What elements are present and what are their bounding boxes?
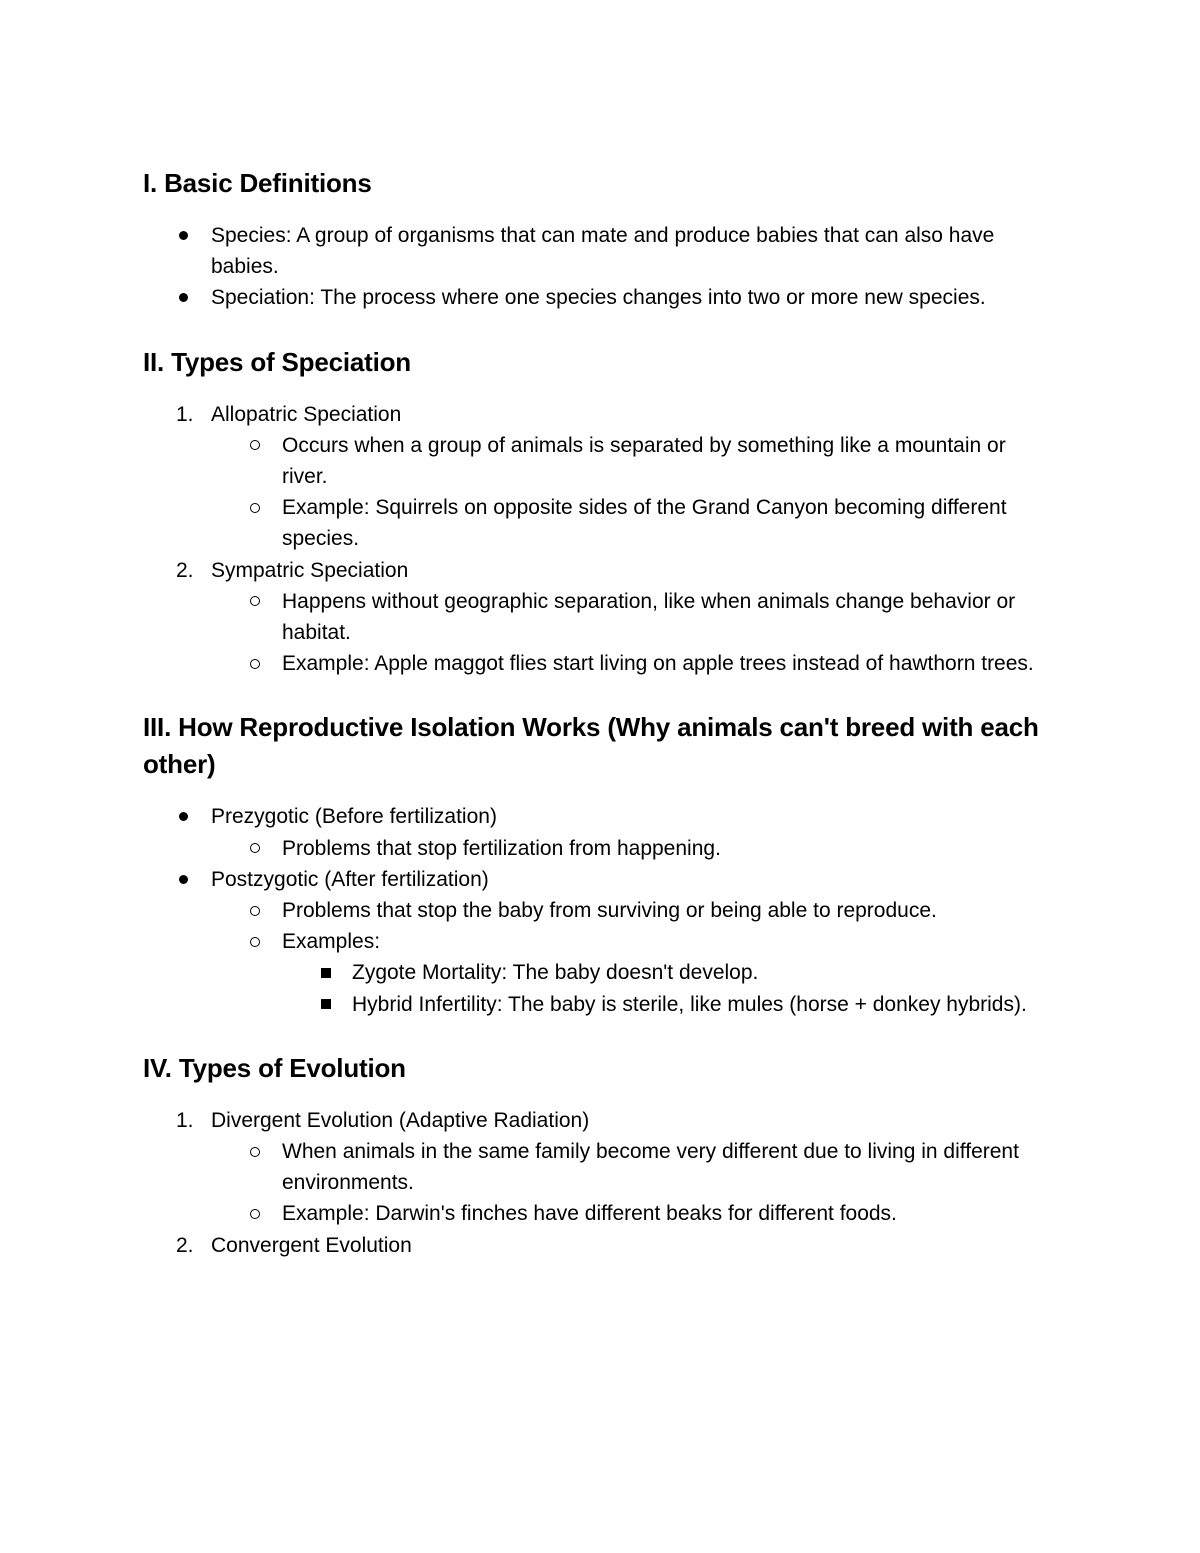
bullet-square-icon [321,968,331,978]
list-item: Species: A group of organisms that can mate and produce babies that can also have babies. [143,220,1053,282]
bullet-dot-icon [179,812,188,821]
bullet-circle-icon [250,1209,260,1219]
bullet-list [143,220,1053,314]
section-heading: I. Basic Definitions [143,168,372,198]
bullet-circle-icon [250,843,260,853]
list-item: Problems that stop the baby from surviving or being able to reproduce. [143,895,1053,926]
bullet-circle-icon [250,906,260,916]
section-heading: III. How Reproductive Isolation Works (Why animals can't breed with each other) [143,712,1039,780]
section-reproductive-isolation [143,709,1053,1019]
list-item: When animals in the same family become very different due to living in different environments. [143,1136,1053,1198]
bullet-circle-icon [250,659,260,669]
section-heading: IV. Types of Evolution [143,1052,406,1083]
list-item: Prezygotic (Before fertilization) [143,801,1053,832]
list-number: 2. [176,1233,194,1257]
list-number: 1. [176,402,194,426]
list-number: 2. [176,558,194,582]
numbered-list [143,399,1053,680]
section-types-of-evolution [143,1050,1053,1261]
list-item: Occurs when a group of animals is separated by something like a mountain or river. [143,430,1053,492]
numbered-list [143,1105,1053,1261]
section-types-of-speciation [143,344,1053,680]
list-number: 1. [176,1108,194,1132]
bullet-list [143,801,1053,1019]
bullet-circle-icon [250,503,260,513]
list-item: Postzygotic (After fertilization) [143,864,1053,895]
bullet-dot-icon [179,231,188,240]
list-item: Example: Squirrels on opposite sides of the Grand Canyon becoming different species. [143,492,1053,554]
list-item: Hybrid Infertility: The baby is sterile, like mules (horse + donkey hybrids). [143,989,1053,1020]
bullet-circle-icon [250,937,260,947]
list-item: 1. Divergent Evolution (Adaptive Radiation) [143,1105,1053,1136]
bullet-circle-icon [250,1147,260,1157]
list-item: Zygote Mortality: The baby doesn't develop. [143,957,1053,988]
list-item: 1. Allopatric Speciation [143,399,1053,430]
bullet-dot-icon [179,875,188,884]
list-item: Happens without geographic separation, like when animals change behavior or habitat. [143,586,1053,648]
bullet-square-icon [321,999,331,1009]
list-item: 2. Sympatric Speciation [143,555,1053,586]
bullet-dot-icon [179,293,188,302]
bullet-circle-icon [250,596,260,606]
list-item: Examples: [143,926,1053,957]
list-item: Example: Apple maggot flies start living on apple trees instead of hawthorn trees. [143,648,1053,679]
section-basic-definitions [143,165,1053,314]
section-heading: II. Types of Speciation [143,346,411,377]
list-item: 2. Convergent Evolution [143,1230,1053,1261]
list-item: Problems that stop fertilization from happening. [143,833,1053,864]
list-item: Speciation: The process where one species changes into two or more new species. [143,282,1053,313]
list-item: Example: Darwin's finches have different beaks for different foods. [143,1198,1053,1229]
bullet-circle-icon [250,440,260,450]
document-page [143,165,1053,1261]
